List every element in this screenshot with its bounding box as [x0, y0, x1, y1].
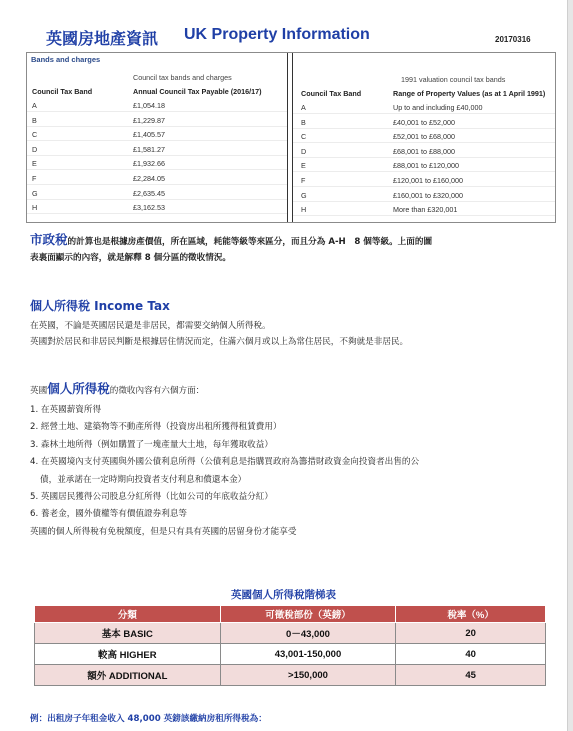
- valuation-row: [293, 116, 555, 129]
- valuation-band-letter: E: [301, 161, 306, 171]
- valuation-row: [293, 174, 555, 187]
- council-tax-bands-figure: [26, 52, 556, 223]
- charges-col-band: Council Tax Band: [32, 87, 93, 96]
- row-range: >150,000: [220, 665, 396, 686]
- list-item: 4. 在英國境內支付英國與外國公債利息所得（公債利息是指購買政府為籌措財政資金向投資者出售的公: [30, 457, 420, 468]
- valuation-band-letter: G: [301, 190, 307, 200]
- rental-example: 例：出租房子年租金收入 48,000 英鎊該繳納房租所得稅為：: [30, 714, 267, 724]
- charges-band-value: £2,284.05: [133, 174, 165, 183]
- list-item: 1. 在英國薪資所得: [30, 405, 102, 415]
- document-date: 20170316: [495, 35, 531, 44]
- list-item: 2. 經營土地、建築物等不動產所得（投資房出租所獲得租賃費用）: [30, 422, 282, 433]
- income-tax-term: 個人所得稅: [47, 381, 110, 396]
- valuation-col-band: Council Tax Band: [301, 89, 362, 98]
- charges-row: [27, 99, 287, 112]
- table-row: [35, 644, 546, 665]
- valuation-bands-panel: [292, 53, 555, 222]
- income-tax-line-2: 英國對於居民和非居民判斷是根據居住情況而定，住滿六個月或以上為常住居民，不夠就是非居民。: [30, 337, 409, 347]
- charges-band-value: £1,405.57: [133, 130, 165, 140]
- charges-row: [27, 172, 287, 185]
- charges-row: [27, 201, 287, 214]
- charges-band-letter: G: [32, 188, 38, 198]
- charges-band-value: £1,581.27: [133, 144, 165, 154]
- council-tax-charges-panel: [27, 53, 288, 222]
- charges-band-letter: E: [32, 159, 37, 169]
- row-range: 43,001-150,000: [220, 644, 396, 665]
- valuation-row: [293, 101, 555, 114]
- charges-subtitle: Council tax bands and charges: [133, 73, 232, 82]
- allowance-note: 英國的個人所得稅有免稅額度，但是只有具有英國的居留身份才能享受: [30, 526, 297, 537]
- charges-band-value: £1,932.66: [133, 159, 165, 169]
- income-tax-six-aspects-intro: 英國個人所得稅的徵收內容有六個方面：: [30, 381, 205, 396]
- valuation-row: [293, 203, 555, 216]
- charges-band-letter: F: [32, 174, 37, 183]
- valuation-band-value: £40,001 to £52,000: [393, 117, 455, 127]
- row-category: 額外 ADDITIONAL: [35, 665, 221, 686]
- charges-band-letter: H: [32, 203, 38, 213]
- charges-band-letter: A: [32, 101, 37, 110]
- valuation-row: [293, 130, 555, 143]
- valuation-col-range: Range of Property Values (as at 1 April 1991): [393, 89, 546, 98]
- valuation-band-letter: B: [301, 117, 306, 127]
- valuation-band-value: More than £320,001: [393, 205, 458, 215]
- valuation-subtitle: 1991 valuation council tax bands: [401, 75, 506, 84]
- income-tax-line-1: 在英國，不論是英國居民還是非居民，都需要交納個人所得稅。: [30, 321, 271, 331]
- council-tax-line-1: [30, 232, 560, 250]
- row-range: 0－43,000: [220, 623, 396, 644]
- charges-col-payable: Annual Council Tax Payable (2016/17): [133, 87, 262, 96]
- list-item: 3. 森林土地所得（例如購置了一塊產量大土地，每年獲取收益）: [30, 439, 273, 450]
- charges-band-letter: B: [32, 115, 37, 125]
- income-tax-bands-table: [34, 605, 546, 686]
- row-category: 較高 HIGHER: [35, 644, 221, 665]
- charges-row: [27, 187, 287, 200]
- bands-heading: Bands and charges: [31, 55, 101, 64]
- valuation-row: [293, 159, 555, 172]
- table-row: [35, 623, 546, 644]
- header-category: 分類: [35, 606, 221, 623]
- charges-band-value: £3,162.53: [133, 203, 165, 213]
- list-item: 6. 養老金，國外債權等有價值證券利息等: [30, 509, 188, 520]
- list-item: 5. 英國居民獲得公司股息分紅所得（比如公司的年底收益分紅）: [30, 492, 273, 503]
- council-tax-line-1-text: 的計算也是根據房產價值，所在區域，耗能等級等來區分，而且分為 A-H 8 個等級。上面的圖: [67, 237, 433, 247]
- valuation-band-letter: C: [301, 132, 307, 142]
- income-tax-intro: [30, 318, 560, 350]
- valuation-band-letter: D: [301, 146, 307, 156]
- valuation-row: [293, 145, 555, 158]
- council-tax-term: 市政稅: [30, 232, 68, 247]
- row-category: 基本 BASIC: [35, 623, 221, 644]
- tax-table-title: 英國個人所得稅階梯表: [231, 589, 336, 601]
- council-tax-paragraph: [30, 232, 560, 266]
- charges-row: [27, 143, 287, 156]
- row-rate: 45: [396, 665, 546, 686]
- valuation-band-value: Up to and including £40,000: [393, 103, 483, 112]
- valuation-band-letter: A: [301, 103, 306, 112]
- valuation-band-letter: H: [301, 205, 307, 215]
- row-rate: 40: [396, 644, 546, 665]
- row-rate: 20: [396, 623, 546, 644]
- valuation-band-value: £120,001 to £160,000: [393, 176, 463, 185]
- valuation-row: [293, 189, 555, 202]
- income-tax-items-list: [30, 402, 550, 541]
- valuation-band-letter: F: [301, 176, 306, 185]
- valuation-band-value: £160,001 to £320,000: [393, 190, 463, 200]
- header-tax-rate: 稅率（%）: [396, 606, 546, 623]
- charges-band-letter: D: [32, 144, 38, 154]
- charges-row: [27, 114, 287, 127]
- council-tax-line-2: 表裏面顯示的內容，就是解釋 8 個分區的徵收情況。: [30, 253, 232, 263]
- table-row: [35, 665, 546, 686]
- list-item-continuation: 債，並承諾在一定時期向投資者支付利息和償還本金）: [40, 474, 247, 485]
- valuation-band-value: £88,001 to £120,000: [393, 161, 459, 171]
- valuation-band-value: £68,001 to £88,000: [393, 146, 455, 156]
- title-english: UK Property Information: [184, 26, 370, 43]
- charges-band-letter: C: [32, 130, 38, 140]
- table-header-row: [35, 606, 546, 623]
- charges-band-value: £1,229.87: [133, 115, 165, 125]
- charges-band-value: £2,635.45: [133, 188, 165, 198]
- charges-band-value: £1,054.18: [133, 101, 165, 110]
- charges-row: [27, 128, 287, 141]
- scrollbar[interactable]: [567, 0, 573, 731]
- page-header: [0, 26, 567, 50]
- title-chinese: 英國房地產資訊: [46, 29, 159, 48]
- charges-row: [27, 157, 287, 170]
- valuation-band-value: £52,001 to £68,000: [393, 132, 455, 142]
- income-tax-title: 個人所得稅 Income Tax: [30, 299, 170, 313]
- header-taxable-amount: 可徵稅部份（英鎊）: [220, 606, 396, 623]
